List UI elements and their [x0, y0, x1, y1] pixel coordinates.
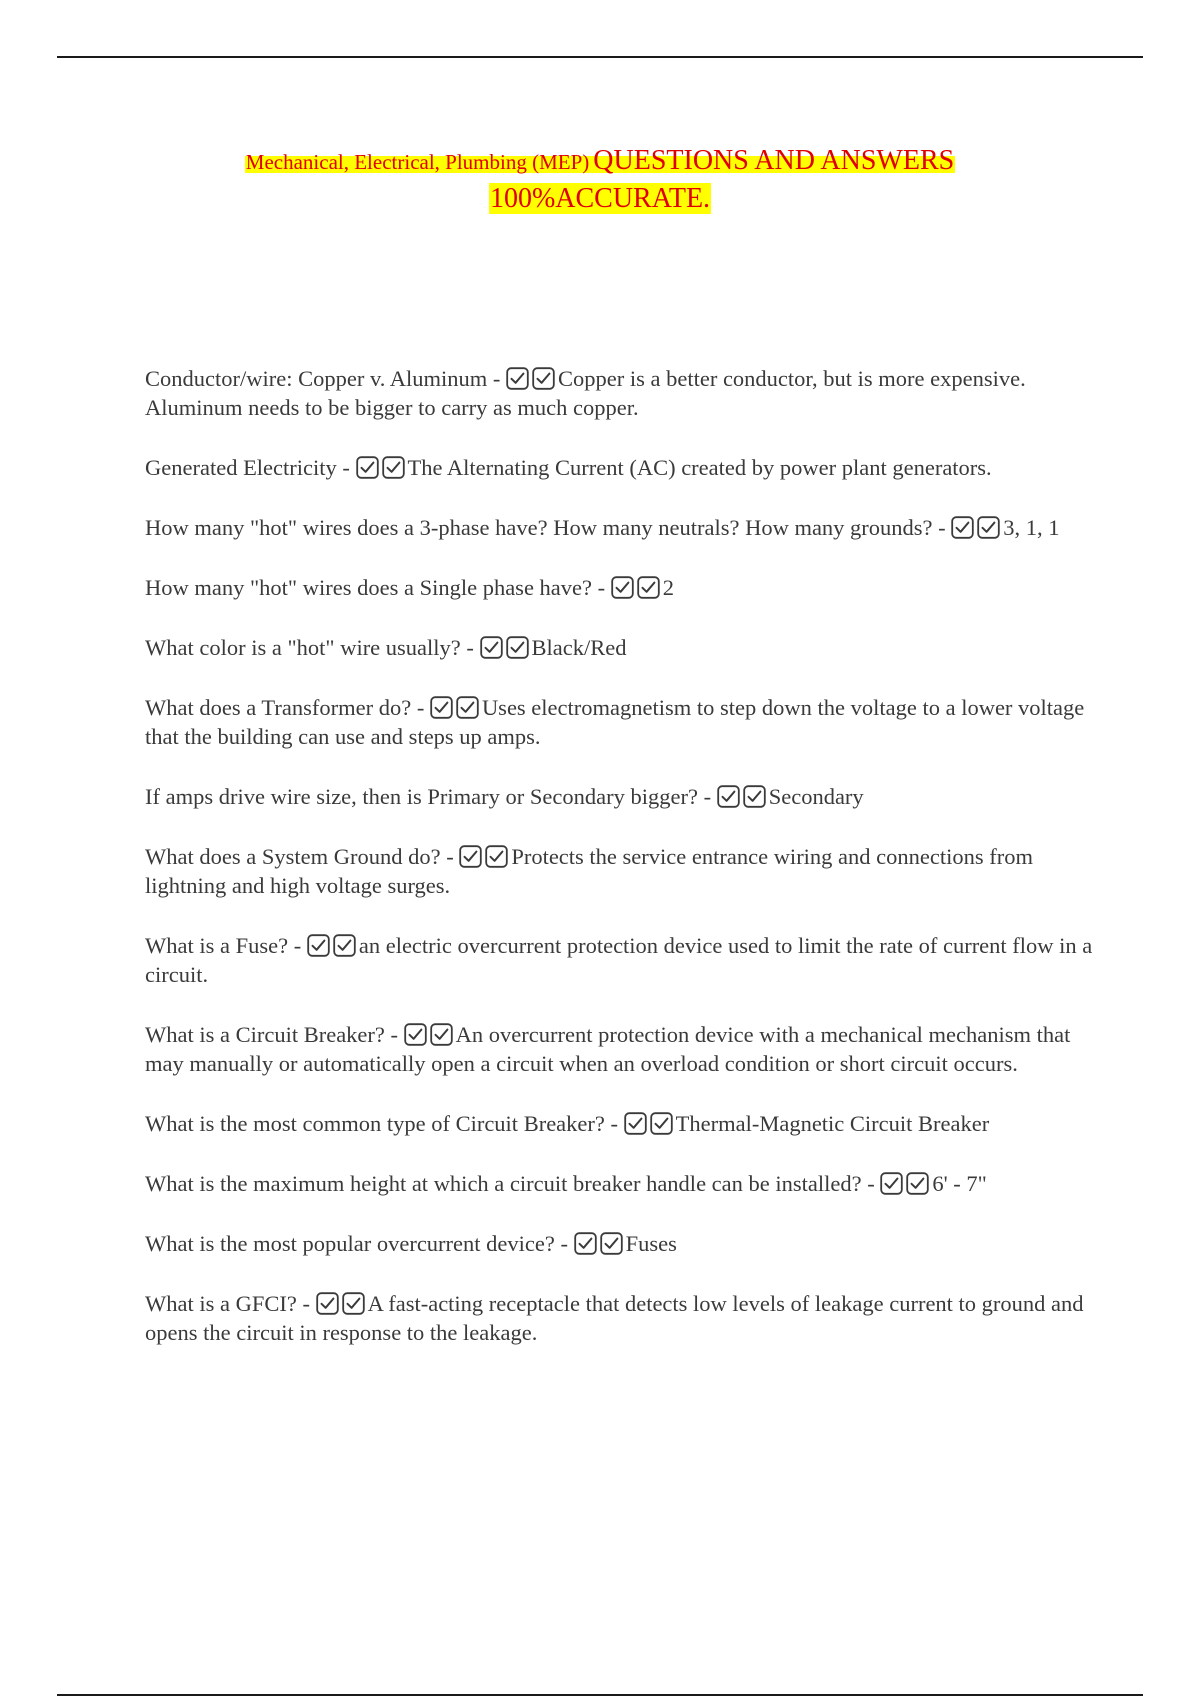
question-text: What is the maximum height at which a circuit breaker handle can be installed? -	[145, 1171, 875, 1196]
qa-item	[145, 931, 1095, 989]
question-text: Conductor/wire: Copper v. Aluminum -	[145, 366, 501, 391]
checkbox-checked-icon	[356, 456, 379, 479]
answer-text: Fuses	[625, 1231, 677, 1256]
qa-item	[145, 693, 1095, 751]
checkbox-checked-icon	[480, 636, 503, 659]
checkbox-checked-icon	[316, 1292, 339, 1315]
checkbox-checked-icon	[506, 636, 529, 659]
qa-item	[145, 364, 1095, 422]
answer-text: an electric overcurrent protection device used to limit the rate of current flow in a circuit.	[145, 933, 1093, 987]
checkbox-checked-icon	[459, 845, 482, 868]
answer-text: Black/Red	[531, 635, 627, 660]
checkbox-checked-icon	[624, 1112, 647, 1135]
checkbox-checked-icon	[430, 696, 453, 719]
question-text: Generated Electricity -	[145, 455, 350, 480]
answer-text: Copper is a better conductor, but is more expensive. Aluminum needs to be bigger to carry as much copper.	[145, 366, 1026, 420]
checkbox-checked-icon	[307, 934, 330, 957]
answer-text: 6' - 7"	[932, 1171, 987, 1196]
checkbox-checked-icon	[333, 934, 356, 957]
checkbox-checked-icon	[485, 845, 508, 868]
checkbox-checked-icon	[880, 1172, 903, 1195]
checkbox-checked-icon	[382, 456, 405, 479]
question-text: How many "hot" wires does a Single phase have? -	[145, 575, 606, 600]
checkbox-checked-icon	[637, 576, 660, 599]
qa-item	[145, 1289, 1095, 1347]
title-line-1	[245, 145, 955, 176]
checkbox-checked-icon	[456, 696, 479, 719]
qa-item	[145, 782, 1095, 811]
bottom-rule	[57, 1694, 1143, 1696]
answer-text: Thermal-Magnetic Circuit Breaker	[675, 1111, 990, 1136]
answer-text: An overcurrent protection device with a mechanical mechanism that may manually or automatically open a circuit when an overload condition or short circuit occurs.	[145, 1022, 1071, 1076]
checkbox-checked-icon	[743, 785, 766, 808]
checkbox-checked-icon	[977, 516, 1000, 539]
question-text: What color is a "hot" wire usually? -	[145, 635, 474, 660]
checkbox-checked-icon	[951, 516, 974, 539]
qa-item	[145, 842, 1095, 900]
top-rule	[57, 56, 1143, 58]
qa-item	[145, 1109, 1095, 1138]
checkbox-checked-icon	[430, 1023, 453, 1046]
document-title	[0, 144, 1200, 220]
answer-text: The Alternating Current (AC) created by power plant generators.	[407, 455, 992, 480]
checkbox-checked-icon	[532, 367, 555, 390]
title-heading: QUESTIONS AND ANSWERS	[593, 145, 955, 176]
checkbox-checked-icon	[717, 785, 740, 808]
question-text: What does a Transformer do? -	[145, 695, 425, 720]
qa-item	[145, 1020, 1095, 1078]
question-text: If amps drive wire size, then is Primary or Secondary bigger? -	[145, 784, 712, 809]
question-text: What is a Fuse? -	[145, 933, 302, 958]
question-text: What does a System Ground do? -	[145, 844, 454, 869]
answer-text: 3, 1, 1	[1003, 515, 1060, 540]
answer-text: A fast-acting receptacle that detects low levels of leakage current to ground and opens the circuit in response to the leakage.	[145, 1291, 1084, 1345]
qa-item	[145, 453, 1095, 482]
checkbox-checked-icon	[404, 1023, 427, 1046]
checkbox-checked-icon	[600, 1232, 623, 1255]
question-text: What is a GFCI? -	[145, 1291, 310, 1316]
checkbox-checked-icon	[506, 367, 529, 390]
qa-item	[145, 1229, 1095, 1258]
qa-item	[145, 633, 1095, 662]
checkbox-checked-icon	[342, 1292, 365, 1315]
title-line-2: 100%ACCURATE.	[489, 183, 711, 214]
question-text: What is the most common type of Circuit Breaker? -	[145, 1111, 618, 1136]
answer-text: Protects the service entrance wiring and connections from lightning and high voltage surges.	[145, 844, 1033, 898]
qa-list	[145, 364, 1095, 1378]
answer-text: Secondary	[768, 784, 864, 809]
answer-text: 2	[662, 575, 675, 600]
question-text: How many "hot" wires does a 3-phase have? How many neutrals? How many grounds? -	[145, 515, 946, 540]
question-text: What is the most popular overcurrent device? -	[145, 1231, 568, 1256]
qa-item	[145, 1169, 1095, 1198]
checkbox-checked-icon	[574, 1232, 597, 1255]
question-text: What is a Circuit Breaker? -	[145, 1022, 399, 1047]
qa-item	[145, 513, 1095, 542]
checkbox-checked-icon	[650, 1112, 673, 1135]
checkbox-checked-icon	[611, 576, 634, 599]
qa-item	[145, 573, 1095, 602]
title-subject: Mechanical, Electrical, Plumbing (MEP)	[245, 150, 590, 174]
answer-text: Uses electromagnetism to step down the voltage to a lower voltage that the building can use and steps up amps.	[145, 695, 1085, 749]
checkbox-checked-icon	[906, 1172, 929, 1195]
